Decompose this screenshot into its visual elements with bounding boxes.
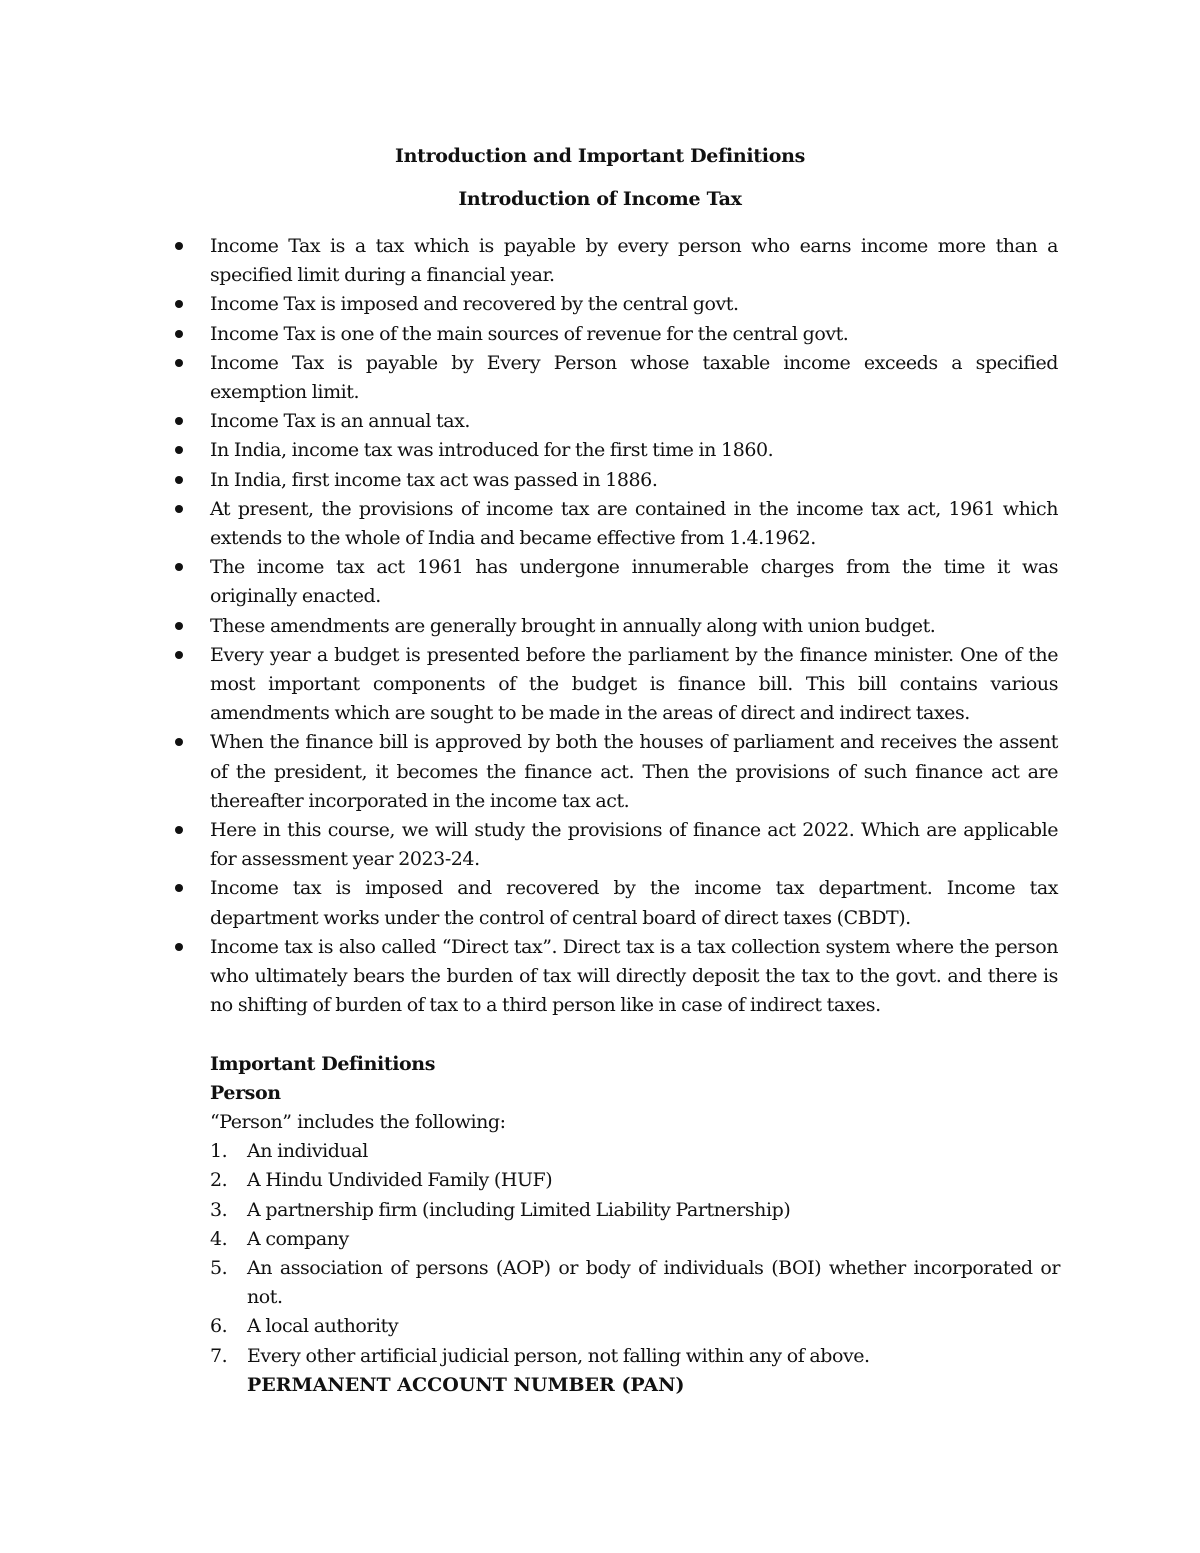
bullet-item <box>172 232 1058 290</box>
bullet-dot-icon <box>175 300 183 308</box>
pan-heading: PERMANENT ACCOUNT NUMBER (PAN) <box>247 1373 685 1396</box>
list-item <box>210 1166 1060 1195</box>
bullet-item <box>172 320 1058 349</box>
person-list <box>210 1137 1060 1371</box>
list-text: A company <box>247 1227 349 1250</box>
introduction-bullet-list <box>172 232 1058 1020</box>
bullet-text: Income tax is imposed and recovered by the income tax department. Income tax department works under the control of central board of direct taxes (CBDT). <box>210 877 1058 929</box>
bullet-item <box>172 290 1058 319</box>
bullet-dot-icon <box>175 417 183 425</box>
list-item <box>210 1342 1060 1371</box>
bullet-text: Income Tax is one of the main sources of revenue for the central govt. <box>210 322 849 345</box>
definitions-section <box>210 1050 1060 1400</box>
bullet-dot-icon <box>175 446 183 454</box>
list-item <box>210 1196 1060 1225</box>
list-text: An association of persons (AOP) or body of individuals (BOI) whether incorporated or not. <box>247 1257 1060 1309</box>
list-item <box>210 1312 1060 1341</box>
bullet-text: Income tax is also called “Direct tax”. Direct tax is a tax collection system where the person who ultimately bears the burden of tax will directly deposit the tax to the govt. and there is no shifting of burden of tax to a third person like in case of indirect taxes. <box>210 935 1058 1017</box>
bullet-text: Income Tax is imposed and recovered by the central govt. <box>210 293 739 316</box>
list-number: 6. <box>210 1315 228 1338</box>
bullet-item <box>172 349 1058 407</box>
bullet-text: Here in this course, we will study the provisions of finance act 2022. Which are applicable for assessment year 2023-24. <box>210 819 1058 871</box>
list-item <box>210 1137 1060 1166</box>
bullet-text: When the finance bill is approved by both the houses of parliament and receives the assent of the president, it becomes the finance act. Then the provisions of such finance act are thereafter incorporated in the income tax act. <box>210 731 1058 812</box>
bullet-item <box>172 728 1058 816</box>
bullet-item <box>172 495 1058 553</box>
bullet-dot-icon <box>175 505 183 513</box>
list-number: 5. <box>210 1257 228 1280</box>
definitions-heading: Important Definitions <box>210 1053 436 1075</box>
bullet-dot-icon <box>175 563 183 571</box>
bullet-text: Every year a budget is presented before the parliament by the finance minister. One of the most important components of the budget is finance bill. This bill contains various amendments which are sought to be made in the areas of direct and indirect taxes. <box>210 643 1058 725</box>
list-item <box>210 1254 1060 1312</box>
bullet-text: At present, the provisions of income tax are contained in the income tax act, 1961 which extends to the whole of India and became effective from 1.4.1962. <box>210 497 1058 550</box>
bullet-text: Income Tax is a tax which is payable by every person who earns income more than a specified limit during a financial year. <box>210 235 1058 287</box>
section-heading-introduction: Introduction of Income Tax <box>458 188 742 210</box>
bullet-dot-icon <box>175 476 183 484</box>
bullet-item <box>172 553 1058 611</box>
list-text: A Hindu Undivided Family (HUF) <box>247 1169 553 1192</box>
bullet-text: The income tax act 1961 has undergone innumerable charges from the time it was originally enacted. <box>210 556 1058 608</box>
person-intro: “Person” includes the following: <box>210 1111 506 1133</box>
bullet-text: These amendments are generally brought in annually along with union budget. <box>210 614 936 637</box>
list-text: A local authority <box>247 1315 399 1338</box>
list-number: 1. <box>210 1140 228 1163</box>
list-number: 4. <box>210 1227 228 1250</box>
bullet-item <box>172 641 1058 729</box>
bullet-text: In India, income tax was introduced for the first time in 1860. <box>210 439 774 462</box>
bullet-item <box>172 407 1058 436</box>
list-text: Every other artificial judicial person, not falling within any of above. <box>247 1344 870 1367</box>
bullet-dot-icon <box>175 651 183 659</box>
list-number: 7. <box>210 1344 228 1367</box>
bullet-dot-icon <box>175 738 183 746</box>
bullet-dot-icon <box>175 826 183 834</box>
bullet-item <box>172 874 1058 932</box>
document-title: Introduction and Important Definitions <box>395 145 805 167</box>
bullet-text: Income Tax is an annual tax. <box>210 410 470 433</box>
bullet-dot-icon <box>175 359 183 367</box>
bullet-item <box>172 933 1058 1021</box>
bullet-item <box>172 466 1058 495</box>
bullet-text: In India, first income tax act was passed in 1886. <box>210 468 658 491</box>
bullet-item <box>172 436 1058 465</box>
bullet-item <box>172 816 1058 874</box>
list-number: 3. <box>210 1198 228 1221</box>
list-number: 2. <box>210 1169 228 1192</box>
bullet-dot-icon <box>175 622 183 630</box>
list-text: A partnership firm (including Limited Liability Partnership) <box>247 1198 791 1221</box>
list-item <box>210 1225 1060 1254</box>
list-text: An individual <box>247 1140 368 1163</box>
bullet-dot-icon <box>175 330 183 338</box>
bullet-item <box>172 612 1058 641</box>
bullet-text: Income Tax is payable by Every Person whose taxable income exceeds a specified exemption limit. <box>210 351 1058 404</box>
bullet-dot-icon <box>175 242 183 250</box>
bullet-dot-icon <box>175 884 183 892</box>
person-heading: Person <box>210 1082 281 1104</box>
bullet-dot-icon <box>175 943 183 951</box>
